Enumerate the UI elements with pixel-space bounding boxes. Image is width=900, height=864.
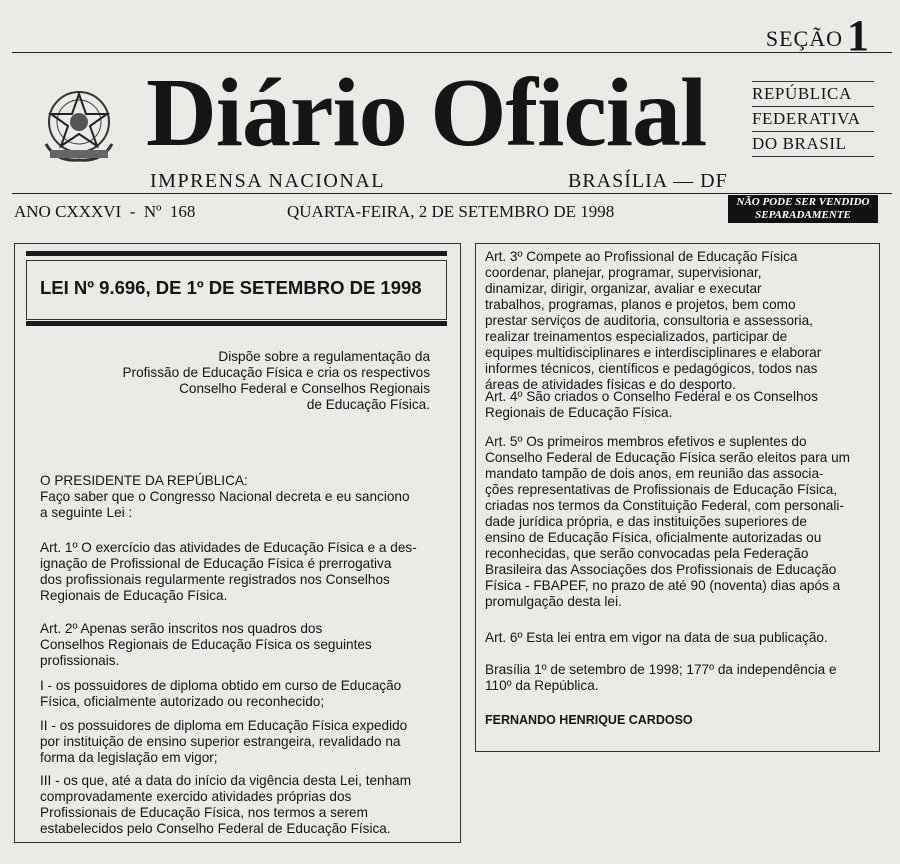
article-line: ensino de Educação Física, oficialmente autorizadas ou bbox=[485, 530, 822, 545]
article-line: profissionais. bbox=[40, 653, 120, 668]
article-line: mandato tampão de dois anos, em reunião das associa- bbox=[485, 466, 824, 481]
article-2-item-1 bbox=[40, 678, 401, 710]
newspaper-title: Diário Oficial bbox=[146, 59, 707, 167]
article-line: ignação de Profissional de Educação Física é prerrogativa bbox=[40, 556, 392, 571]
publisher-name: IMPRENSA NACIONAL bbox=[150, 170, 385, 192]
article-line: dade jurídica própria, e das instituições superiores de bbox=[485, 514, 807, 529]
law-summary-line: Dispõe sobre a regulamentação da bbox=[218, 349, 430, 364]
section-number: 1 bbox=[847, 11, 870, 60]
article-5 bbox=[485, 434, 850, 610]
article-line: dinamizar, dirigir, organizar, avaliar e executar bbox=[485, 281, 762, 296]
issue-date: QUARTA-FEIRA, 2 DE SETEMBRO DE 1998 bbox=[287, 202, 615, 221]
article-line: Regionais de Educação Física. bbox=[485, 405, 673, 420]
law-title: LEI Nº 9.696, DE 1º DE SETEMBRO DE 1998 bbox=[40, 277, 422, 298]
article-6 bbox=[485, 630, 828, 646]
law-summary-line: Profissão de Educação Física e cria os respectivos bbox=[122, 365, 430, 380]
law-summary bbox=[40, 349, 430, 413]
article-line: Física - FBAPEF, no prazo de até 90 (noventa) dias após a bbox=[485, 578, 841, 593]
law-title-bottom-bar bbox=[26, 321, 447, 326]
article-line: ções representativas de Profissionais de Educação Física, bbox=[485, 482, 838, 497]
section-label-text: SEÇÃO bbox=[765, 26, 843, 51]
law-summary-line: Conselho Federal e Conselhos Regionais bbox=[179, 381, 430, 396]
article-2-item-3 bbox=[40, 773, 411, 837]
not-for-sale-line: NÃO PODE SER VENDIDO bbox=[736, 196, 870, 208]
article-line: Profissionais de Educação Física, nos termos a serem bbox=[40, 805, 368, 820]
article-line: equipes multidisciplinares e interdisciplinares e elaborar bbox=[485, 345, 822, 360]
not-for-sale-badge bbox=[728, 195, 878, 223]
article-line: dos profissionais regularmente registrados nos Conselhos bbox=[40, 572, 390, 587]
year-number: ANO CXXXVI - Nº 168 bbox=[14, 202, 196, 221]
article-4 bbox=[485, 389, 818, 421]
article-line: Art. 6º Esta lei entra em vigor na data de sua publicação. bbox=[485, 630, 828, 645]
signature: FERNANDO HENRIQUE CARDOSO bbox=[485, 713, 693, 727]
section-label bbox=[766, 10, 870, 61]
not-for-sale-line: SEPARADAMENTE bbox=[755, 209, 851, 221]
article-line: comprovadamente exercido atividades próprias dos bbox=[40, 789, 352, 804]
article-line: Regionais de Educação Física. bbox=[40, 588, 228, 603]
republic-line: FEDERATIVA bbox=[752, 107, 874, 132]
top-rule bbox=[12, 52, 892, 53]
article-line: estabelecidos pelo Conselho Federal de Educação Física. bbox=[40, 821, 391, 836]
article-line: I - os possuidores de diploma obtido em curso de Educação bbox=[40, 678, 402, 693]
article-1 bbox=[40, 540, 417, 604]
preamble-line: O PRESIDENTE DA REPÚBLICA: bbox=[40, 473, 248, 488]
preamble-line: a seguinte Lei : bbox=[40, 505, 133, 520]
article-line: realizar treinamentos especializados, participar de bbox=[485, 329, 788, 344]
article-line: prestar serviços de auditoria, consultoria e assessoria, bbox=[485, 313, 813, 328]
article-line: trabalhos, programas, planos e projetos, bem como bbox=[485, 297, 796, 312]
closing bbox=[485, 662, 837, 694]
article-line: Art. 1º O exercício das atividades de Educação Física e a des- bbox=[40, 540, 417, 555]
article-line: áreas de atividades físicas e do desporto. bbox=[485, 377, 736, 392]
article-2 bbox=[40, 621, 372, 669]
article-line: promulgação desta lei. bbox=[485, 594, 622, 609]
article-line: forma da legislação em vigor; bbox=[40, 750, 218, 765]
article-line: Art. 4º São criados o Conselho Federal e os Conselhos bbox=[485, 389, 818, 404]
republic-line: REPÚBLICA bbox=[752, 81, 874, 107]
law-title-top-bar bbox=[26, 251, 447, 256]
article-line: informes técnicos, científicos e pedagógicos, todos nas bbox=[485, 361, 818, 376]
article-line: Art. 5º Os primeiros membros efetivos e suplentes do bbox=[485, 434, 807, 449]
article-line: III - os que, até a data do início da vigência desta Lei, tenham bbox=[40, 773, 412, 788]
article-line: coordenar, planejar, programar, supervisionar, bbox=[485, 265, 762, 280]
article-line: Conselho Federal de Educação Física serão eleitos para um bbox=[485, 450, 850, 465]
republic-label bbox=[752, 81, 874, 157]
meta-rule bbox=[12, 193, 892, 194]
preamble-line: Faço saber que o Congresso Nacional decreta e eu sanciono bbox=[40, 489, 410, 504]
article-line: Física, oficialmente autorizado ou reconhecido; bbox=[40, 694, 325, 709]
article-line: Art. 2º Apenas serão inscritos nos quadros dos bbox=[40, 621, 323, 636]
coat-of-arms-icon bbox=[36, 82, 122, 168]
closing-line: Brasília 1º de setembro de 1998; 177º da independência e bbox=[485, 662, 837, 677]
preamble bbox=[40, 473, 410, 521]
closing-line: 110º da República. bbox=[485, 678, 599, 693]
article-line: por instituição de ensino superior estrangeira, revalidado na bbox=[40, 734, 401, 749]
article-2-item-2 bbox=[40, 718, 407, 766]
law-summary-line: de Educação Física. bbox=[306, 397, 430, 412]
article-line: reconhecidas, que serão convocadas pela Federação bbox=[485, 546, 809, 561]
article-3 bbox=[485, 249, 821, 393]
article-line: Conselhos Regionais de Educação Física os seguintes bbox=[40, 637, 372, 652]
article-line: II - os possuidores de diploma em Educação Física expedido bbox=[40, 718, 408, 733]
republic-line: DO BRASIL bbox=[752, 132, 874, 157]
publication-location: BRASÍLIA — DF bbox=[568, 170, 728, 192]
article-line: Brasileira das Associações dos Profissionais de Educação bbox=[485, 562, 837, 577]
article-line: Art. 3º Compete ao Profissional de Educação Física bbox=[485, 249, 798, 264]
article-line: criadas nos termos da Constituição Federal, com personali- bbox=[485, 498, 844, 513]
